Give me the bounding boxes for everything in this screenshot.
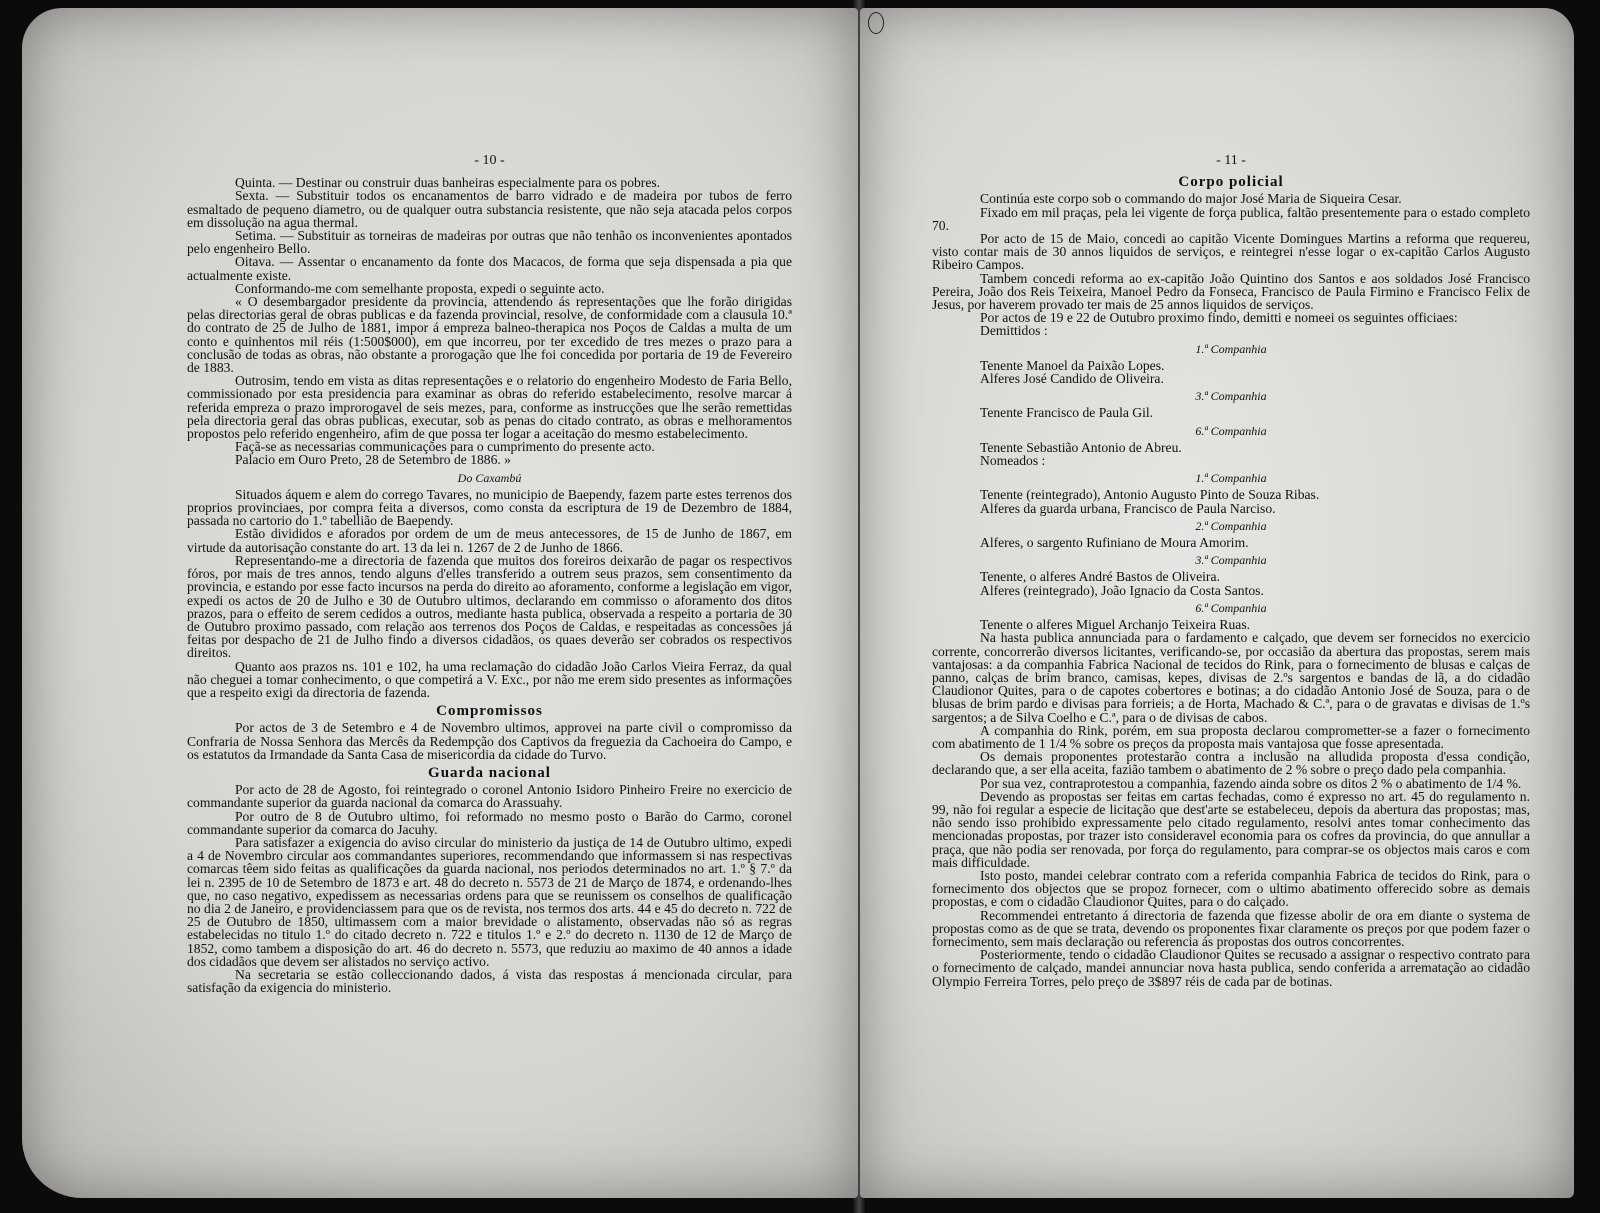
list-item: Tenente, o alferes André Bastos de Oliveira. bbox=[980, 569, 1220, 585]
paragraph: Estão divididos e aforados por ordem de um de meus antecessores, de 15 de Junho de 1867, em virtude da autorisação constante do art. 13 da lei n. 1267 de 2 de Junho de 1866. bbox=[187, 526, 792, 555]
list-item: Alferes (reintegrado), João Ignacio da Costa Santos. bbox=[980, 582, 1264, 598]
paragraph: Outrosim, tendo em vista as ditas representações e o relatorio do engenheiro Modesto de Faria Bello, commissionado por esta presidencia para examinar as obras do referido estabelecimento, resolve marcar á referida empreza o prazo improrogavel de seis mezes, para, conforme as instrucções que lhe serão remettidas pela directoria geral das obras publicas, executar, sob as penas do citado contrato, as obras e melhoramentos propostos pelo referido engenheiro, afim de que possa ter logar a aceitação do mesmo estabelecimento. bbox=[187, 373, 792, 442]
subsection-heading: Do Caxambú bbox=[457, 470, 522, 485]
company-heading: 3.ª Companhia bbox=[1195, 553, 1267, 568]
paragraph: Palacio em Ouro Preto, 28 de Setembro de 1886. » bbox=[235, 452, 511, 468]
section-heading: Guarda nacional bbox=[428, 764, 551, 781]
company-heading: 6.ª Companhia bbox=[1195, 423, 1267, 438]
paragraph: Fixado em mil praças, pela lei vigente de força publica, faltão presentemente para o estado completo 70. bbox=[932, 204, 1530, 233]
paragraph: Tambem concedi reforma ao ex-capitão João Quintino dos Santos e aos soldados José Francisco Pereira, João dos Reis Teixeira, Manoel Pedro da Fonseca, Francisco de Paula Firmino e Francisco Felix de Jesus, por haverem provado ter mais de 25 annos liquidos de serviços. bbox=[932, 270, 1530, 313]
list-item: Tenente Sebastião Antonio de Abreu. bbox=[980, 439, 1182, 455]
paragraph: Oitava. — Assentar o encanamento da fonte dos Macacos, de forma que seja dispensada a pia que actualmente existe. bbox=[187, 254, 792, 283]
paragraph: Isto posto, mandei celebrar contrato com a referida companhia Fabrica de tecidos do Rink, para o fornecimento dos objectos que se propoz fornecer, com o ultimo abatimento offerecido sobre as demais propostas, e com o cidadão Claudionor Quites, para o do calçado. bbox=[932, 867, 1530, 910]
paragraph: Por sua vez, contraprotestou a companhia, fazendo ainda sobre os ditos 2 % o abatimento de 1/4 %. bbox=[980, 775, 1522, 791]
paragraph: « O desembargador presidente da provincia, attendendo ás representações que lhe forão dirigidas pelas directorias geral de obras publicas e da fazenda provincial, resolve, de conformidade com a clausula 10.ª do contrato de 25 de Julho de 1881, impor á empreza balneo-therapica nos Poços de Caldas a multa de um conto e quinhentos mil réis (1:500$000), em que incorreu, por ter excedido de tres mezes o prazo para a conclusão de todas as obras, não obstante a prorogação que lhe foi concedida por portaria de 19 de Fevereiro de 1883. bbox=[187, 294, 792, 376]
paragraph: Representando-me a directoria de fazenda que muitos dos foreiros deixarão de pagar os respectivos fóros, por mais de tres annos, tendo alguns d'elles transferido a outrem seus prazos, sem consentimento da provincia, e estando por esse facto incursos na perda do direito ao aforamento, conforme a legislação em vigor, expedi os actos de 20 de Julho e 30 de Outubro ultimos, declarando em commisso o aforamento dos ditos prazos, para o effeito de serem cedidos a outros, mediante hasta publica, observada a respeito a portaria de 30 de Outubro proximo passado, com relação aos terrenos dos Poços de Caldas, e respeitadas as concessões já feitas por despacho de 21 de Julho findo a diversos cidadãos, os quaes deverão ser cobrados os respectivos direitos. bbox=[187, 552, 792, 661]
paragraph: Situados áquem e alem do corrego Tavares, no municipio de Baependy, fazem parte estes terrenos dos proprios provinciaes, por compra feita a diversos, como consta da escriptura de 19 de Dezembro de 1884, passada no cartorio do 1.º tabellião de Baependy. bbox=[187, 486, 792, 529]
paragraph: Por outro de 8 de Outubro ultimo, foi reformado no mesmo posto o Barão do Carmo, coronel commandante superior da comarca do Jacuhy. bbox=[187, 808, 792, 837]
paragraph: Por acto de 28 de Agosto, foi reintegrado o coronel Antonio Isidoro Pinheiro Freire no exercicio de commandante superior da guarda nacional da comarca do Arassuahy. bbox=[187, 782, 792, 811]
handwritten-mark bbox=[868, 12, 884, 34]
paragraph: Quanto aos prazos ns. 101 e 102, ha uma reclamação do cidadão João Carlos Vieira Ferraz, da qual não cheguei a tomar conhecimento, o que competirá a V. Exc., por não me erem sido presentes as informações que a respeito exigi da directoria de fazenda. bbox=[187, 658, 792, 700]
company-heading: 2.ª Companhia bbox=[1195, 518, 1267, 533]
company-heading: 3.ª Companhia bbox=[1195, 389, 1267, 404]
list-item: Alferes José Candido de Oliveira. bbox=[980, 371, 1164, 387]
list-item: Tenente Francisco de Paula Gil. bbox=[980, 405, 1154, 421]
list-item: Tenente o alferes Miguel Archanjo Teixeira Ruas. bbox=[980, 617, 1251, 633]
section-heading: Corpo policial bbox=[1178, 174, 1284, 191]
company-heading: 6.ª Companhia bbox=[1195, 600, 1267, 615]
paragraph: Por acto de 15 de Maio, concedi ao capitão Vicente Domingues Martins a reforma que requereu, visto contar mais de 30 annos liquidos de serviços, e reintegrei n'esse logar o ex-capitão Carlos Augusto Ribeiro Campos. bbox=[932, 231, 1530, 273]
list-item: Alferes da guarda urbana, Francisco de Paula Narciso. bbox=[980, 500, 1276, 516]
list-item: Alferes, o sargento Rufiniano de Moura Amorim. bbox=[980, 535, 1249, 551]
right-column bbox=[932, 154, 1530, 988]
paragraph: Façã-se as necessarias communicações para o cumprimento do presente acto. bbox=[235, 439, 655, 455]
paragraph: Por actos de 3 de Setembro e 4 de Novembro ultimos, approvei na parte civil o compromisso da Confraria de Nossa Senhora das Mercês da Redempção dos Captivos da freguezia da Cachoeira do Campo, e os estatutos da Irmandade da Santa Casa de misericordia da cidade do Turvo. bbox=[187, 720, 792, 762]
paragraph: Por actos de 19 e 22 de Outubro proximo findo, demitti e nomeei os seguintes officiaes: bbox=[980, 310, 1458, 326]
page-number: - 10 - bbox=[474, 153, 505, 168]
left-page bbox=[22, 8, 858, 1198]
section-heading: Compromissos bbox=[436, 703, 543, 720]
paragraph: Posteriormente, tendo o cidadão Claudionor Quites se recusado a assignar o respectivo contrato para o fornecimento de calçado, mandei annunciar nova hasta publica, sendo conferida a arrematação ao cidadão Olympio Ferreira Torres, pelo preço de 3$897 réis de cada par de botinas. bbox=[932, 947, 1530, 989]
paragraph: Quinta. — Destinar ou construir duas banheiras especialmente para os pobres. bbox=[235, 175, 661, 191]
list-item: Tenente (reintegrado), Antonio Augusto Pinto de Souza Ribas. bbox=[980, 487, 1320, 503]
left-column bbox=[187, 154, 792, 994]
paragraph: A companhia do Rink, porém, em sua proposta declarou comprometter-se a fazer o fornecimento com abatimento de 1 1/4 % sobre os preços da proposta mais vantajosa que fosse apresentada. bbox=[932, 722, 1530, 751]
paragraph: Setima. — Substituir as torneiras de madeiras por outras que não tenhão os inconvenientes apontados pelo engenheiro Bello. bbox=[187, 228, 792, 257]
paragraph: Na secretaria se estão colleccionando dados, á vista das respostas á mencionada circular, para satisfação da exigencia do ministerio. bbox=[187, 966, 792, 996]
paragraph: Conformando-me com semelhante proposta, expedi o seguinte acto. bbox=[235, 280, 605, 296]
right-page bbox=[860, 8, 1574, 1198]
paragraph: Sexta. — Substituir todos os encanamentos de barro vidrado e de madeira por tubos de ferro esmaltado de pequeno diametro, ou de qualquer outra substancia resistente, que não seja atacada pelos corpos em dissolução na agua thermal. bbox=[187, 188, 792, 230]
paragraph: Na hasta publica annunciada para o fardamento e calçado, que devem ser fornecidos no exercicio corrente, concorrerão diversos licitantes, verificando-se, por occasião da abertura das propostas, serem mais vantajosas: a da companhia Fabrica Nacional de tecidos do Rink, para o fornecimento de blusas e calças de panno, calças de brim branco, camisas, kepes, divisas de 2.ºs sargentos e bandas de lã, a do cidadão Claudionor Quites, para o de capotes cobertores e botinas; a do cidadão Antonio José de Souza, para o de blusas de brim pardo e divisas para forrieis; a de Horta, Machado & C.ª, para o de gravatas e divisas de 1.ºs sargentos; a de Silva Coelho e C.ª, para o de divisas de cabos. bbox=[932, 630, 1530, 725]
paragraph: Os demais proponentes protestarão contra a inclusão na alludida proposta d'essa condição, declarando que, a ser ella aceita, fazião tambem o abatimento de 2 % sobre o preço dado pela companhia. bbox=[932, 749, 1530, 778]
paragraph: Continúa este corpo sob o commando do major José Maria de Siqueira Cesar. bbox=[980, 191, 1402, 207]
list-label: Demittidos : bbox=[980, 323, 1048, 339]
paragraph: Devendo as propostas ser feitas em cartas fechadas, como é expresso no art. 45 do regulamento n. 99, não foi regular a especie de licitação que dest'arte se estabeleceu, depois da abertura das propostas; mas, não sendo isso prohibido expressamente pelo citado regulamento, resolvi antes tomar conhecimento das mencionadas propostas, por trazer isto consideravel economia para os cofres da provincia, do que annullar a praça, que não podia ser renovada, por força do regulamento, para comprar-se os objectos mais caros e com mais difficuldade. bbox=[932, 788, 1530, 870]
company-heading: 1.ª Companhia bbox=[1195, 341, 1267, 356]
list-item: Tenente Manoel da Paixão Lopes. bbox=[980, 357, 1165, 373]
paragraph: Para satisfazer a exigencia do aviso circular do ministerio da justiça de 14 de Outubro ultimo, expedi a 4 de Novembro circular aos commandantes superiores, recommendando que informassem si nas respectivas comarcas têem sido feitas as qualificações da guarda nacional, nos periodos determinados no art. 1.º § 7.º da lei n. 2395 de 10 de Setembro de 1873 e art. 48 do decreto n. 5573 de 21 de Março de 1874, e ordenando-lhes que, no caso negativo, expedissem as necessarias ordens para que se reunissem os conselhos de qualificação no dia 2 de Janeiro, e providenciassem para que os de revista, nos termos dos arts. 44 e 45 do decreto n. 722 de 25 de Outubro de 1850, ultimassem com a maior brevidade o alistamento, observadas não só as regras estabelecidas no titulo 1.º do citado decreto n. 722 e titulos 1.º e 2.º do decreto n. 1130 de 12 de Março de 1852, como tambem a disposição do art. 46 do decreto n. 5573, que reduziu ao maximo de 40 annos a idade dos cidadãos que devem ser alistados no serviço activo. bbox=[187, 834, 792, 969]
list-label: Nomeados : bbox=[980, 453, 1046, 469]
paragraph: Recommendei entretanto á directoria de fazenda que fizesse abolir de ora em diante o systema de propostas como as de que se trata, devendo os proponentes fixar claramente os preços por que podem fazer o fornecimento, sem mais declaração ou referencia ás propostas dos outros concorrentes. bbox=[932, 907, 1530, 949]
page-number: - 11 - bbox=[1216, 153, 1246, 168]
company-heading: 1.ª Companhia bbox=[1195, 471, 1267, 486]
